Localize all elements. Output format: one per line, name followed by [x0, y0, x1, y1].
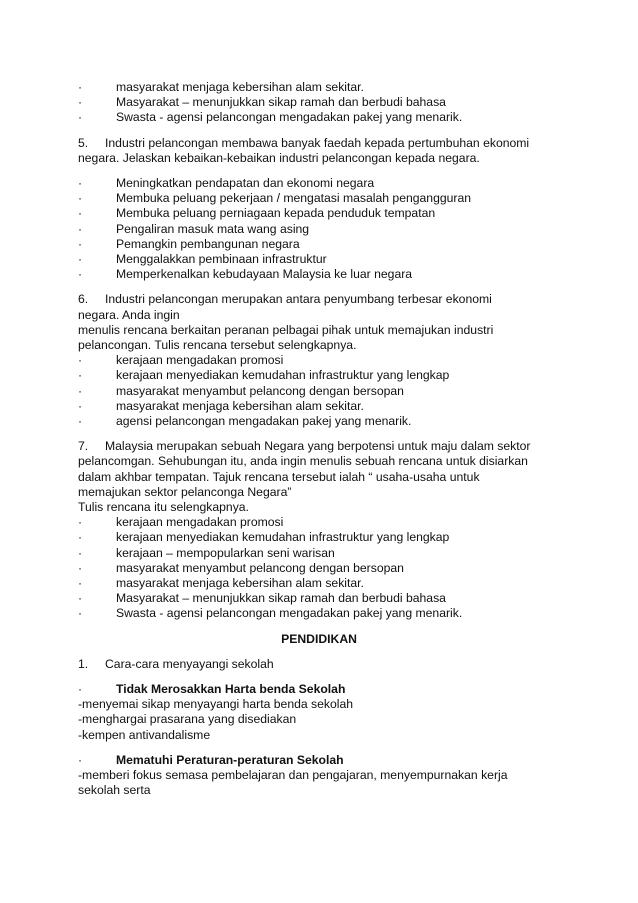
- bullet-marker: ·: [78, 591, 83, 606]
- bullet-marker: ·: [78, 383, 83, 398]
- bullet-item: Pemangkin pembangunan negara: [116, 236, 300, 251]
- bullet-item: Memperkenalkan kebudayaan Malaysia ke luar negara: [116, 267, 413, 282]
- bullet-item: Pengaliran masuk mata wang asing: [116, 221, 310, 236]
- bullet-marker: ·: [78, 191, 83, 206]
- text-line: negara. Anda ingin: [78, 307, 180, 322]
- question-number: 1.: [78, 656, 89, 671]
- bullet-item: Menggalakkan pembinaan infrastruktur: [116, 252, 327, 266]
- bullet-item: kerajaan menyediakan kemudahan infrastruktur yang lengkap: [116, 530, 450, 545]
- section-heading: PENDIDIKAN: [281, 631, 357, 646]
- bullet-item: Masyarakat – menunjukkan sikap ramah dan berbudi bahasa: [116, 95, 446, 110]
- bullet-item: Masyarakat – menunjukkan sikap ramah dan berbudi bahasa: [116, 591, 446, 606]
- text-line: -memberi fokus semasa pembelajaran dan pengajaran, menyempurnakan kerja: [78, 768, 508, 782]
- bullet-marker: ·: [78, 267, 83, 282]
- bullet-marker: ·: [78, 221, 83, 236]
- bullet-item: Membuka peluang perniagaan kepada penduduk tempatan: [116, 206, 436, 221]
- bullet-marker: ·: [78, 95, 83, 110]
- text-line: sekolah serta: [78, 783, 151, 798]
- bullet-heading: Mematuhi Peraturan-peraturan Sekolah: [116, 752, 344, 767]
- bullet-marker: ·: [78, 560, 83, 575]
- bullet-marker: ·: [78, 682, 83, 696]
- question-text: Industri pelancongan membawa banyak faedah kepada pertumbuhan ekonomi: [105, 135, 530, 150]
- bullet-item: kerajaan mengadakan promosi: [116, 515, 284, 530]
- bullet-item: masyarakat menjaga kebersihan alam sekitar.: [116, 80, 364, 94]
- bullet-marker: ·: [78, 353, 83, 368]
- question-text: Malaysia merupakan sebuah Negara yang berpotensi untuk maju dalam sektor: [105, 439, 531, 454]
- bullet-item: Membuka peluang pekerjaan / mengatasi masalah pengangguran: [116, 191, 472, 206]
- bullet-marker: ·: [78, 110, 83, 125]
- bullet-item: Meningkatkan pendapatan dan ekonomi negara: [116, 176, 375, 190]
- bullet-item: kerajaan mengadakan promosi: [116, 353, 284, 368]
- question-number: 7.: [78, 439, 89, 454]
- bullet-marker: ·: [78, 252, 83, 266]
- text-line: -kempen antivandalisme: [78, 727, 211, 742]
- bullet-item: Swasta - agensi pelancongan mengadakan pakej yang menarik.: [116, 606, 463, 621]
- text-line: negara. Jelaskan kebaikan-kebaikan industri pelancongan kepada negara.: [78, 150, 480, 165]
- bullet-item: masyarakat menjaga kebersihan alam sekitar.: [116, 398, 364, 413]
- bullet-marker: ·: [78, 752, 83, 767]
- bullet-item: masyarakat menyambut pelancong dengan bersopan: [116, 383, 404, 398]
- bullet-marker: ·: [78, 236, 83, 251]
- bullet-marker: ·: [78, 414, 83, 428]
- text-line: pelancongan. Tulis rencana tersebut selengkapnya.: [78, 338, 357, 352]
- bullet-marker: ·: [78, 606, 83, 621]
- text-line: pelancomgan. Sehubungan itu, anda ingin menulis sebuah rencana untuk disiarkan: [78, 454, 528, 469]
- question-text: Cara-cara menyayangi sekolah: [105, 656, 274, 671]
- bullet-item: masyarakat menyambut pelancong dengan bersopan: [116, 560, 404, 575]
- text-line: -menghargai prasarana yang disediakan: [78, 712, 297, 727]
- bullet-marker: ·: [78, 176, 83, 190]
- bullet-marker: ·: [78, 545, 83, 560]
- text-line: menulis rencana berkaitan peranan pelbagai pihak untuk memajukan industri: [78, 322, 494, 337]
- text-line: memajukan sektor pelanconga Negara”: [78, 484, 292, 499]
- bullet-marker: ·: [78, 398, 83, 413]
- text-line: -menyemai sikap menyayangi harta benda sekolah: [78, 697, 354, 712]
- bullet-item: Swasta - agensi pelancongan mengadakan pakej yang menarik.: [116, 110, 463, 125]
- bullet-item: masyarakat menjaga kebersihan alam sekitar.: [116, 576, 364, 590]
- text-line: Tulis rencana itu selengkapnya.: [78, 500, 249, 514]
- bullet-heading: Tidak Merosakkan Harta benda Sekolah: [116, 682, 346, 696]
- bullet-item: kerajaan menyediakan kemudahan infrastruktur yang lengkap: [116, 368, 450, 383]
- question-number: 6.: [78, 292, 89, 307]
- bullet-item: kerajaan – mempopularkan seni warisan: [116, 545, 335, 560]
- question-text: Industri pelancongan merupakan antara penyumbang terbesar ekonomi: [105, 292, 492, 307]
- bullet-marker: ·: [78, 206, 83, 221]
- bullet-item: agensi pelancongan mengadakan pakej yang menarik.: [116, 414, 412, 428]
- question-number: 5.: [78, 135, 89, 150]
- bullet-marker: ·: [78, 80, 83, 94]
- bullet-marker: ·: [78, 576, 83, 590]
- text-line: dalam akhbar tempatan. Tajuk rencana tersebut ialah “ usaha-usaha untuk: [78, 469, 480, 484]
- bullet-marker: ·: [78, 515, 83, 530]
- bullet-marker: ·: [78, 530, 83, 545]
- bullet-marker: ·: [78, 368, 83, 383]
